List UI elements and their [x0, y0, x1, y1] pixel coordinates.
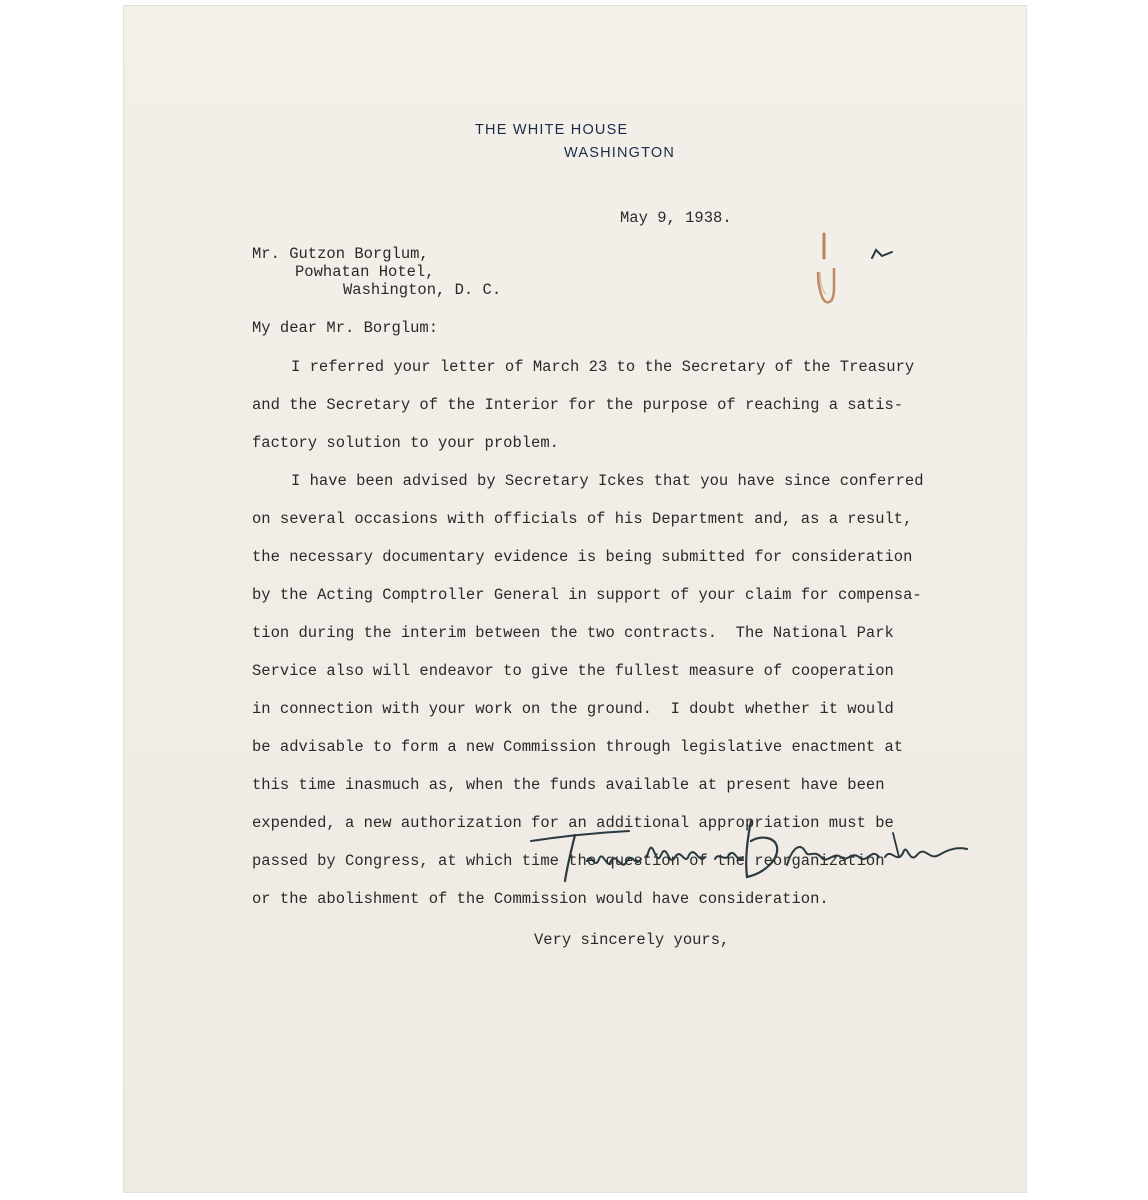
address-line: Powhatan Hotel,: [295, 263, 435, 281]
letterhead-title: THE WHITE HOUSE: [475, 122, 629, 138]
body-line: factory solution to your problem.: [252, 434, 559, 452]
body-line: the necessary documentary evidence is being submitted for consideration: [252, 548, 913, 566]
letter-page: [124, 6, 1026, 1192]
letter-date: May 9, 1938.: [620, 209, 732, 227]
letterhead-location: WASHINGTON: [564, 145, 676, 161]
body-line: this time inasmuch as, when the funds available at present have been: [252, 776, 885, 794]
body-line: tion during the interim between the two contracts. The National Park: [252, 624, 894, 642]
signature-icon: [529, 811, 969, 891]
address-line: Washington, D. C.: [343, 281, 502, 299]
body-line: passed by Congress, at which time the question of the reorganization: [252, 852, 885, 870]
body-line: expended, a new authorization for an additional appropriation must be: [252, 814, 894, 832]
body-line: by the Acting Comptroller General in support of your claim for compensa-: [252, 586, 922, 604]
body-line: on several occasions with officials of his Department and, as a result,: [252, 510, 913, 528]
salutation: My dear Mr. Borglum:: [252, 319, 439, 337]
body-line: in connection with your work on the ground. I doubt whether it would: [252, 700, 894, 718]
paperclip-mark-icon: [814, 228, 904, 328]
body-line: and the Secretary of the Interior for the purpose of reaching a satis-: [252, 396, 904, 414]
body-line: I have been advised by Secretary Ickes that you have since conferred: [291, 472, 924, 490]
body-line: Service also will endeavor to give the fullest measure of cooperation: [252, 662, 894, 680]
closing: Very sincerely yours,: [534, 931, 730, 949]
body-line: be advisable to form a new Commission through legislative enactment at: [252, 738, 904, 756]
address-line: Mr. Gutzon Borglum,: [252, 245, 429, 263]
body-line: or the abolishment of the Commission would have consideration.: [252, 890, 829, 908]
body-line: I referred your letter of March 23 to the Secretary of the Treasury: [291, 358, 915, 376]
